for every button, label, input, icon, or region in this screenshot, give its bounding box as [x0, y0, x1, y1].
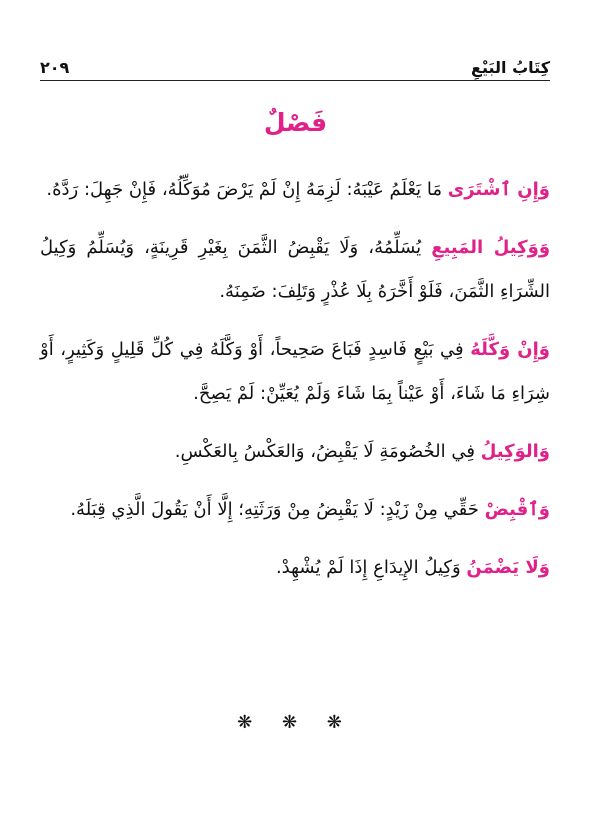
paragraph-text: وَكِيلُ الإِيدَاعِ إِذَا لَمْ يُشْهِدْ.	[275, 557, 467, 578]
paragraph-text: يُسَلِّمُهُ، وَلَا يَقْبِضُ الثَّمَنَ بِغَيْرِ قَرِينَةٍ، وَيُسَلِّمُ وَكِيلُ الشِّرَاءِ الثَّمَنَ، فَلَوْ أَخَّرَهُ بِلَا عُذْرٍ وَتَلِفَ: ضَمِنَهُ.	[40, 237, 550, 302]
paragraph-text: فِي بَيْعٍ فَاسِدٍ فَبَاعَ صَحِيحاً، أَوْ وَكَّلَهُ فِي كُلِّ قَلِيلٍ وَكَثِيرٍ، أَوْ شِرَاءِ مَا شَاءَ، أَوْ عَيْناً بِمَا شَاءَ وَلَمْ يُعَيِّنْ: لَمْ يَصِحَّ.	[40, 339, 550, 404]
paragraph-text: حَقِّي مِنْ زَيْدٍ: لَا يَقْبِضُ مِنْ وَرَثَتِهِ؛ إِلَّا أَنْ يَقُولَ الَّذِي قِبَلَهُ.	[70, 499, 485, 520]
paragraph-lead: وَإِنْ وَكَّلَهُ	[470, 339, 550, 360]
paragraph	[40, 328, 550, 416]
page-number: ٢٠٩	[40, 58, 70, 77]
section-divider-ornament: ❋ ❋ ❋	[237, 712, 354, 733]
paragraph	[40, 488, 550, 532]
paragraph	[40, 546, 550, 590]
body-text	[40, 168, 550, 604]
paragraph-text: فِي الخُصُومَةِ لَا يَقْبِضُ، وَالعَكْسُ بِالعَكْسِ.	[174, 441, 481, 462]
running-head: كِتَابُ البَيْعِ	[471, 58, 550, 77]
paragraph	[40, 226, 550, 314]
paragraph	[40, 430, 550, 474]
paragraph-text: مَا يَعْلَمُ عَيْبَهُ: لَزِمَهُ إِنْ لَمْ يَرْضَ مُوَكِّلُهُ، فَإِنْ جَهِلَ: رَدَّهُ.	[46, 179, 448, 200]
section-heading: فَصْلٌ	[263, 108, 328, 137]
paragraph-lead: وَوَكِيلُ المَبِيعِ	[431, 237, 551, 258]
paragraph-lead: وَالوَكِيلُ	[480, 441, 550, 462]
paragraph-lead: وَٱقْبِضْ	[484, 499, 550, 520]
paragraph-lead: وَلَا يَضْمَنُ	[466, 557, 550, 578]
page-header	[40, 56, 550, 81]
paragraph	[40, 168, 550, 212]
paragraph-lead: وَإِنِ ٱشْتَرَى	[447, 179, 550, 200]
